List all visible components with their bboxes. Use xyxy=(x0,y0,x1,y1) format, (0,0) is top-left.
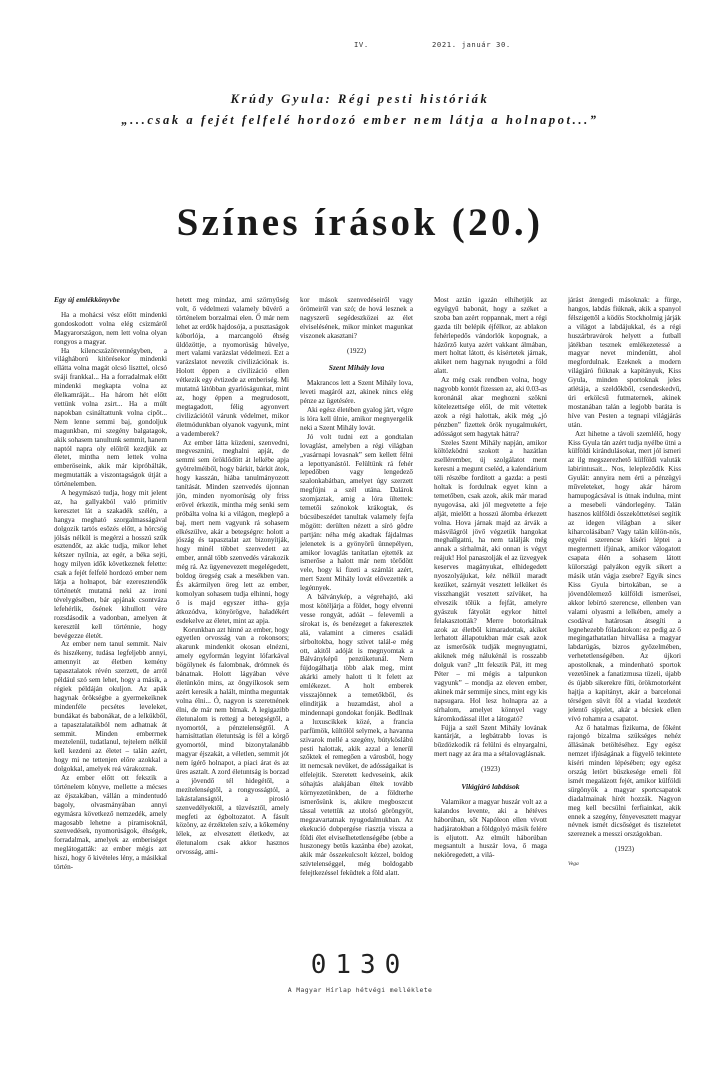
tagline-source: Krúdy Gyula: Régi pesti históriák xyxy=(230,92,490,106)
issue-date: 2021. január 30. xyxy=(432,40,511,49)
section-year: (1923) xyxy=(614,845,635,854)
paragraph: A hegymászó tudja, hogy mit jelent az, ha gallyakból való primitív keresztet lát a szakadék szélén, a hangya megható szorgalmasságával dolgozik tartós esőzés előtt, a hörcsög jólsás nélkül is megérzi a hosszú szűk esztendőt, az akác tudja, mikor lehet kétszer nyílnia, az egér, a béka sejti, hogy milyen idők következnek felette: csak a fejét felfelé hordozó ember nem látja a holnapot, bár ezeresztendők történetét mutatná neki az ironi tévelygésében, bár apjának csontváza lefehérlik, ősének kihullott vére rozsdásodik a vadonban, amelyen át keresztül kell történnie, hogy bevégezze életét. xyxy=(54,489,167,640)
paragraph: Fújja a szél Szent Mihály lovának kantárját, a legbátrabb lovas is bűzdözkodik rá felülni és elnyargalni, mert nagy az ára ma a sétalovaglásnak. xyxy=(434,723,547,759)
author-signature: Vega xyxy=(568,861,579,868)
paragraph: Szeles Szent Mihály napján, amikor költözködni szokott a hazátlan zsellérember, új szolgálatot ment keresni a megunt cseléd, a kalendárium téli részébe fordított a gazda: a pesti holtak is fordulnak egyet kínn a temetőben, csak azok, akik már marad nyugovása, aki jól megvetette a feje alját, mielőtt a hosszú álomba érkezett volna. Hova járnak majd az árvák a másvilágról jövő végzetük hangokat meghallgatni, ha nem találják még annak a sírhalmát, aki onnan is végyt reájuk! Hol panaszolják el az üzvegyek keserves magányukat, elhidegedett nyoszolyájukat, kéz nélkül maradt kezüket, szárnyát vesztett lelküket és visszhangját vesztett szívüket, ha elveszik tőlük a fejfát, amelyre gyászuk fátyolát egykor hittel felakasztották? Merre botorkálnak azok az életből kimaradottak, akiket lerhatott állapotukban már csak azok az ismerősök tudják megnyugtatni, akiknek még nálukénál is rosszabb dolguk van? „Itt fekszik Pál, itt meg Péter – mi mégis a talpunkon vagyunk” – mondja az eleven ember, akinek már semmije sincs, mint egy kis napsugara. Hol lesz holnapra az a sírhalom, amelyet könnyel vagy káromkodással illet a látogató? xyxy=(434,438,547,723)
paragraph: hetett meg mindaz, ami szörnyűség volt, ő védelmezi valamely bűvérő a történelem borzalmai elen. Ő már nem lehet az erdők hajdosója, a pusztaságok kóborlója, a marcangoló éhség üldözöttje, a nyomorúság hüvelye, mert valami varázslat védelmezi. Ezt a varázslatot nevezik civilizációnak is. Holott éppen a civilizáció ellen vétkezik egy évtizede az emberiség. Mi mutatná látóbban gyarlóságunkat, mint az, hogy éppen a megrudosott, megtagadott, félig agyonvert civilizációtól várunk védelmet, mikor életmódunkban olyanok vagyunk, mint a vademberek? xyxy=(176,296,289,438)
page-title: Színes írások (20.) xyxy=(176,201,544,244)
article-column-4 xyxy=(434,296,547,896)
section-year: (1922) xyxy=(346,346,367,355)
paragraph: Jó volt tudni ezt a gondtalan lovaglást, amelyben a régi világban „vasárnapi lovasnak” sem kellett félni a lepottyanástól. Felültünk rá fehér lepedőben vagy lengedező szalonkabátban, amelyet úgy szerzett megfújni a szél utána. Dalárok szomjaztak, amig a lóra ültettek: temetői szónokok krákogtak, és búcsúbeszédet tanultak valamely fejfa mögött: derülten nézett a síró gödre partján: néha még akadtak fájdalmas jelenetek is a gyönyörű ünnepélyen, amikor lovaglás tanítatlan ejtették az ismerőse a halott már nem törődött vele, hogy ki fizeti a számlát azért, mert Szent Mihály lovát elővezették a legénnyek. xyxy=(300,432,413,593)
paragraph: Korunkban azt hinné az ember, hogy egyetlen orvosság van a rokonsors; akarunk mindenkit okosan elnézni, amely egyformán legyint lófarkával bögölynek és falombnak, drómnek és bánatnak. Holott lágyában véve életünkön mins, az öngyilkosok sem azért keresik a halált, mintha meguntak volna élni... Ó, nagyon is szeretnének élni, de már nem bírnak. A legigazibb életunalom is rettegj a betegségtől, a nyomortól, a pénztelenségtől. A hamisíttatlan életuntság is fél a kórgő gyomortól, mind bizonytalanább magyar éjszakát, a véletlen, semmit jót nem ígérő holnapot, a piaci árat és az üres asztalt. A zord életuntság is borzad a jövendő tél hidegétől, a mezítelenségtől, a rongyosságtól, a lakástalanságtól, a pirosló szenvedélyektől, a tüzvésztől, amely megfeti az égboltozatot. A fásult közöny, az érzéktelen szív, a kőkemény lélek, az elvesztett életkedv, az életunalom csak akkor hasznos orvosság, ami- xyxy=(176,625,289,857)
paragraph: Az ő hatalmas fizikuma, de főként rajongó bizalma szükséges nehéz állásának betöltéséhez. Egy egész nemzet ifjúságának a fügyelő tekintete kíséri minden lépésében; egy egész ország letört büszkesége emeli föl ismét megalázott fejét, amikor külföldi sürgönyök a magyar sportcsapatok diadalmainak hírét hozzák. Nagyon meg kell becsülni ferfiainkat, akik ennek a szegény, fényevesztett magyar névnek ismét dicsőséget és tiszteletet szereznek a messzi országokban. xyxy=(568,723,681,839)
page-number: 0130 xyxy=(310,950,410,980)
paragraph: Ha a mohácsi vész előtt mindenki gondoskodott volna elég csizmáról Magyarországon, nem lett volna olyan rongyos a magyar. xyxy=(54,310,167,346)
paragraph: Az ember előtt ott fekszik a történelem könyve, mellette a mécses az éjszakában, vállán a mindentudó bagoly, olvasmányában annyi egymásra következő nemzedék, amely magosabb lehetne a piramisoknál, szenvedések, nyomorúságok, éhségek, forradalmak, amelyek az emberiséget meglátogatták: az ember mégis azt hiszi, hogy ő kivételes lény, a másikkal történ- xyxy=(54,774,167,872)
article-body xyxy=(54,296,681,896)
paragraph: Az még csak rendben volna, hogy nagyobb kontót fizessen az, aki 0.03-as koronánál akar meghozni szökni kötelezettsége elől, de mit vétettek azok a régi halottak, akik még „jó pénzben” fizettek örök nyugalmukért, adósságot sem hagytak hátra? xyxy=(434,376,547,438)
paragraph: kor mások szenvedéseiről vagy örömeiről van szó; de hová lesznek a nagyszerű segédeszközei az élet elviselésének, mikor minket magunkat viszonek akasztani? xyxy=(300,296,413,340)
article-column-2 xyxy=(176,296,289,896)
paragraph: Valamikor a magyar huszár volt az a kalandos levente, aki a hétéves háborúban, sőt Napóleon ellen vívott hadjáratokban a földgolyó másik felére is eljutott. Az elmúlt háborúban megsantult a huszár lova, ő maga nekiöregedett, a vilá- xyxy=(434,797,547,860)
tagline xyxy=(0,89,720,131)
issue-number: IV. xyxy=(354,40,369,49)
paragraph: járást átengedi másoknak: a fürge, hangos, labdás fiúknak, akik a spanyol félszigettől a ködös Stockholmig járják a világot a labdájukkal, és a régi huszárbravúrok helyett a futball játékban tesznek emlékezetessé a magyar nevet mindenütt, ahol megfordulnak. Ezeknek a modern világjáró fiúknak a kapitányuk, Kiss Gyula, minden sportoknak jeles atlétája, a szeldőkből, csendeskedvű, úri erkölcsű futmaternek, akinek mostanában talán a legjobb baráta is híve van Pesten a tegnapi világjárás után. xyxy=(568,296,681,429)
footer-caption: A Magyar Hírlap hétvégi melléklete xyxy=(287,986,433,994)
section-year: (1923) xyxy=(480,765,501,774)
paragraph: Ha kilencszázötvennégyben, a világháború kitörésekor mindenki ellátta volna magát olcsó liszttel, olcsó sváji frankkal... Ha a forradalmak előtt mindenki megkapta volna az élelkamráját... Ha három hét előtt vettünk volna zsirt... Ha a múlt napokban csináltattunk volna cipőt... Nem lenne semmi baj, gondoljuk magunkban, mi szegény balgatagok, akik sohasem tanultunk semmit, hanem naptól napra oly előlről kezdjük az életet, mintha nem lettek volna emberöseink, akik már kipróbálták, megmutatták a viszontagságok útját a történelemben. xyxy=(54,346,167,489)
header-meta xyxy=(0,40,720,52)
paragraph: Makrancos lett a Szent Mihály lova, leveti magáról azt, akinek nincs elég pénze az ügetésére. xyxy=(300,379,413,406)
section-heading: Szent Mihály lova xyxy=(328,363,385,373)
paragraph: Most aztán igazán elhihetjük az együgyű babonát, hogy a széket a szoba ban azért roppannak, mert a régi gazda tilt belépik éjfélkor, az ablakon fehérlepedős vándorlók kopognak, a házőrző kutya azért vakkant álmában, mert holtat látott, és kísértetek járnak, akiket nem hagynak nyugodni a föld alatt. xyxy=(434,296,547,376)
article-column-3 xyxy=(300,296,413,896)
section-heading: Egy új emlékkönyvbe xyxy=(54,296,120,304)
article-column-1 xyxy=(54,296,167,896)
paragraph: A bálványkép, a végrehajtó, aki most kötéljárja a földet, hogy elvenni vesse rongyát, adóát – felevemli a sírokat is, és benézeget a fakeresztek alá, valamint a cimeres családi sírboltokba, hogy szívet talál-e még ott, akitől adóját is megnyomtak a Bálványképű penzüketunál. Nem fújdogálhatja több alak meg, mint akárki amely halott ti lt felett az emlékezet. A holt emberek visszajönnek a temetőkből, és elindítják a huzamdást, ahol a mindennapi gondokat fonják. Bedllnak a luxuscikkek közé, a francia parfümök, kültölöl selymek, a havanna szivarok mellé a szegény, bútyköslábú pesti halottak, akik azzal a lenerűl szőktek el remegően a városból, hogy itt nemcsak nevüket, de adósságaikat is elfelejtik. Szeretett kedveseink, akik sóhajtás alakjában éltek tovább környezetünkben, de a földterhe ismerősünk is, akikre megboszcut tással vetettük az utolsó göröngyöt, megzavartatnak nyugodalmukban. Az ekekució dobpergése riasztja vissza a földi élet elviselhetetlenségébe (ebbe a huszonegy betűs kazánba ébe) azokat, akik már összekulcsolt kézzel, boldog szívtelenséggel, még boldogabb felejtkezéssel feküdtek a föld alatt. xyxy=(300,593,413,878)
paragraph: Aki egész életében gyalog járt, végre is lóra kell ülnie, amikor megnyergelik neki a Szent Mihály lovát. xyxy=(300,406,413,432)
paragraph: Azt hihetne a távoli szemlélő, hogy Kiss Gyula tán azért tudja nyélbe ütni a külföldi kirándulásokat, mert jól ismeri az ilg megszerezhető külföldi valuták labirintusait... Nos, lelepleződik Kiss Gyulát: annyira nem érti a pénzügyi műveleteket, hogy akár három hamupogácsával is útnak indulna, mint a mesebeli vándorlegény. Talán hasznos külföldi összeköttetései segítik az idegen világban a siker kiharcolásában? Vagy talán külön-nös, egyéni szerencse kíséri léptei a megtermett ifjúnak, amikor válogatott csapata élén a sohasem látott külországi palyákon egyik sikert a másik után vágja zsebre? Egyik sincs Kiss Gyula birtokában, se a jóvendölemező külföldi ismerősei, akkor lebírtó szerencse, ellenben van valami olyasmi a lelkében, amely a csodával határosan átsegíti a legnehezebb föladatokon: ez pedig az ő megingathatatlan hitvallása a magyar labdarúgás, bizros győzelmében, verhetetlenségében. Az újkori apostolknak, a mindenható sportok vezetőinek a fanatizmusa tüzeli, újabb és újabb sikerekre fűti, örökmotorként hajtja a kapitányt, akár a barcelonai térségen süvít föl a viadal kezdetét jelentő sípjelet, akár a bécsiek ellen vívó rohamra a csapatot. xyxy=(568,429,681,723)
paragraph: Az ember nem tanul semmit. Naiv és hiszékeny, tudása legfeljebb annyi, amennyit az életben kemény tapasztalatok révén szerzett, de arról például szó sem lehet, hogy a másik, a régiek példáján okuljon. Az apák hagynak örökségbe a gyermekeiknek mindenféle pecsétes leveleket, bundákat és babonákat, de a lelkükből, a tapasztalataikból nem adhatnak át semmit. Minden emberrnek meztelenül, tudatlanul, tejtelem nélkül kell kezdeni az életet – talán azért, hogy mi ne tettenjen előre azokkal a dolgokkal, amelyek reá várakoznak. xyxy=(54,640,167,774)
tagline-quote: „...csak a fejét felfelé hordozó ember nem látja a holnapot...” xyxy=(121,113,599,127)
paragraph: Az ember látta küzdeni, szenvedni, megvesznini, meghalni apját, de semmi sem öröklődött át lelkébe apja gyötrelméiből, hogy bárkit, bárkit átok, hogy kasszán, hiába tanulmányozott tanítását. Minden szenvedés újonnan jön, minden nyomorúság oly friss erővel érkezik, mintha még senki sem próbálta volna ki a világon, meglepő a baj, mert nem vagyunk rá sohasem elkészülve, akár a betegségre: holott a jószág és tapasztalat azt bizonyítják, hogy minél többet szenvedett az ember, annál több szenvedés várakozik még rá. Az ügyenevezett megelégedett, boldog öregség csak a mesékben van. És akármilyen öreg lett az ember, komolyan sohasem tudja elhinni, hogy ő is majd egyszer ittha- gyja átkozódva, könyörögve, haladékért esdekelve az életet, mint az apja. xyxy=(176,438,289,625)
article-column-5 xyxy=(568,296,681,896)
section-heading: Világjáró labdások xyxy=(461,782,520,792)
